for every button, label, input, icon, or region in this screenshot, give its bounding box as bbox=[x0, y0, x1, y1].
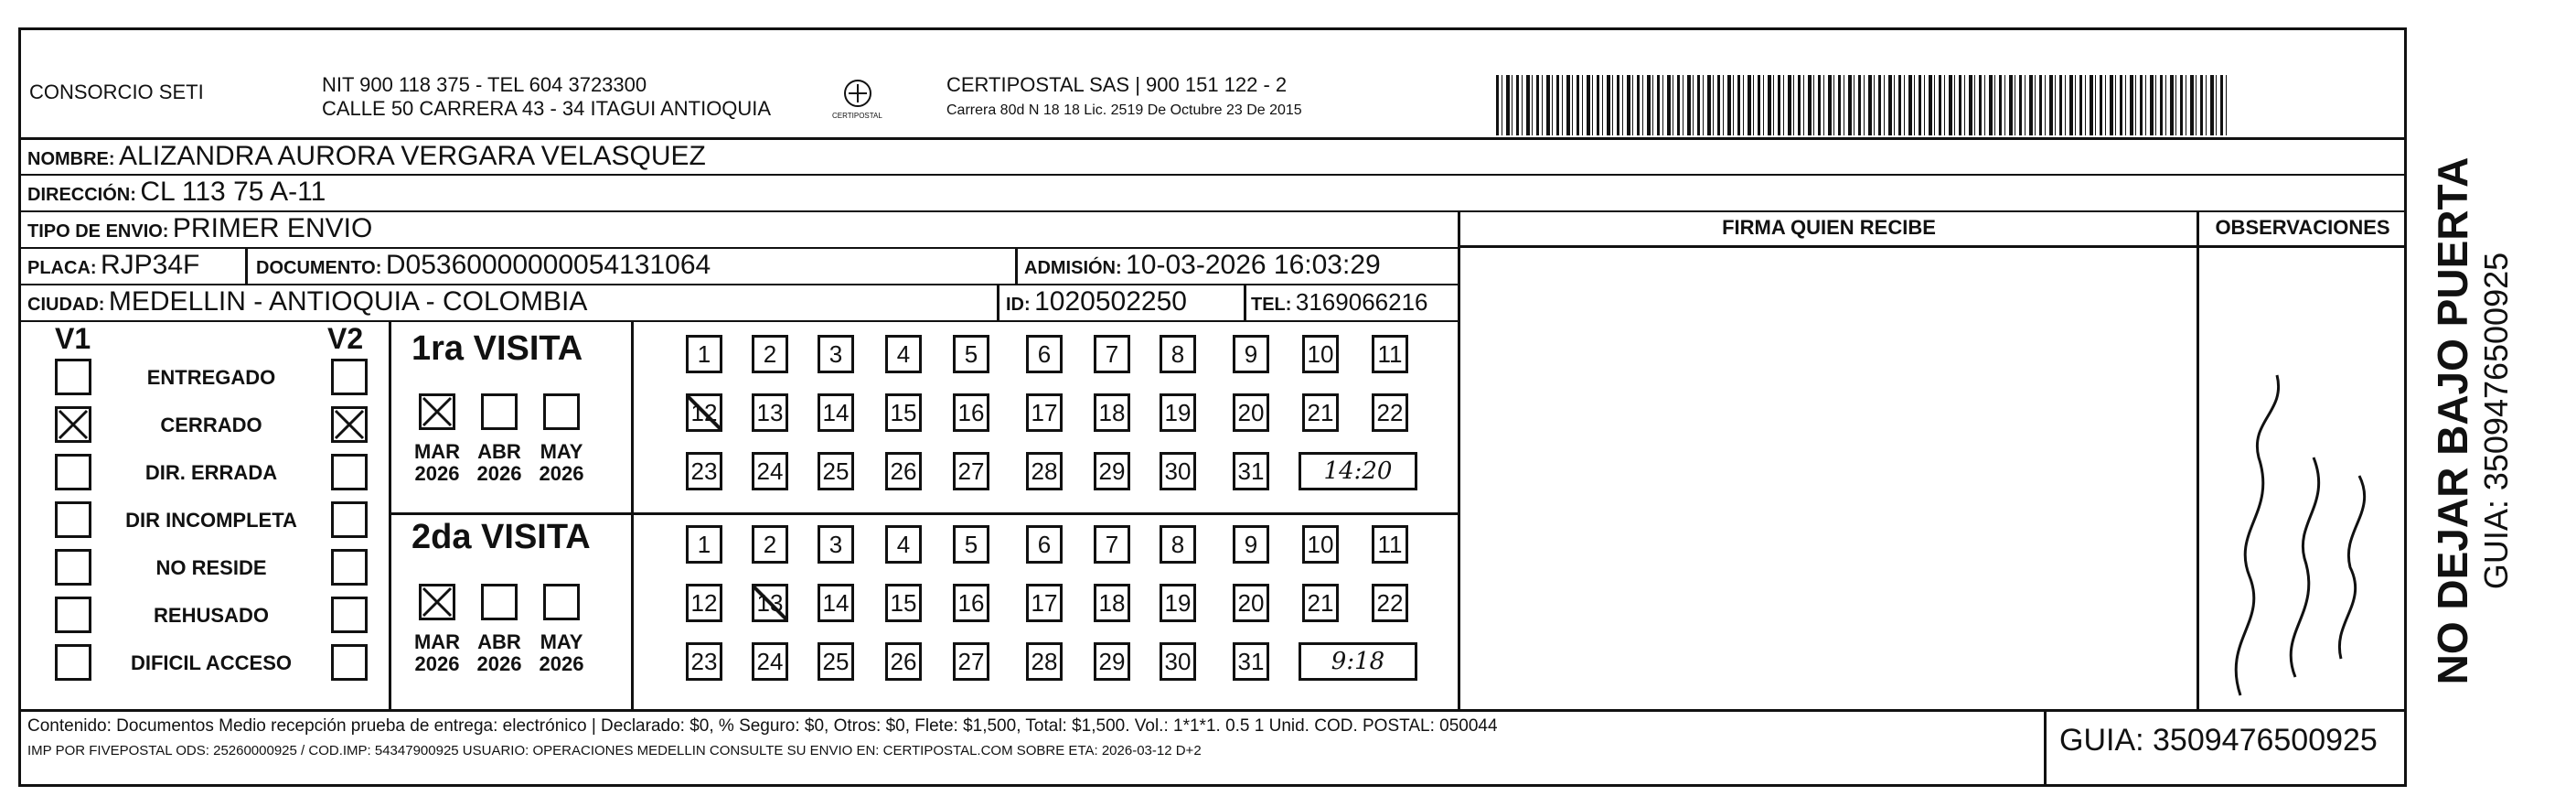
day-box[interactable]: 22 bbox=[1372, 393, 1408, 432]
documento-row bbox=[256, 250, 711, 281]
day-box[interactable]: 2 bbox=[752, 335, 788, 373]
status-option-label: DIFICIL ACCESO bbox=[130, 651, 292, 674]
day-box[interactable]: 27 bbox=[953, 642, 989, 681]
day-box[interactable]: 20 bbox=[1233, 584, 1269, 622]
v2-checkbox[interactable] bbox=[331, 454, 368, 490]
footer-meta: IMP POR FIVEPOSTAL ODS: 25260000925 / COD.IMP: 54347900925 USUARIO: OPERACIONES MEDELLIN CONSULTE SU ENVIO EN: CERTIPOSTAL.COM SOBRE ETA: 2026-03-12 D+2 bbox=[27, 743, 1202, 758]
day-box[interactable]: 19 bbox=[1160, 393, 1196, 432]
v1-label: V1 bbox=[55, 322, 91, 355]
status-option-label: DIR. ERRADA bbox=[144, 461, 278, 484]
admision-label: ADMISIÓN: bbox=[1024, 258, 1122, 278]
day-box[interactable]: 23 bbox=[686, 642, 722, 681]
id-row bbox=[1006, 286, 1187, 317]
day-box[interactable]: 23 bbox=[686, 452, 722, 490]
barcode bbox=[1496, 75, 2228, 135]
day-box[interactable]: 8 bbox=[1160, 335, 1196, 373]
month-label: MAY 2026 bbox=[539, 440, 584, 485]
day-box[interactable]: 16 bbox=[953, 393, 989, 432]
status-option-label: ENTREGADO bbox=[146, 366, 276, 389]
day-box[interactable]: 21 bbox=[1302, 584, 1339, 622]
id-label: ID: bbox=[1006, 295, 1031, 315]
nombre-row bbox=[27, 141, 706, 172]
day-box[interactable]: 9 bbox=[1233, 335, 1269, 373]
company-name: CONSORCIO SETI bbox=[29, 81, 204, 103]
tel-label: TEL: bbox=[1251, 295, 1292, 315]
footer-guia: GUIA: 3509476500925 bbox=[2059, 723, 2378, 758]
day-box[interactable]: 14 bbox=[818, 393, 854, 432]
tel-value: 3169066216 bbox=[1295, 288, 1428, 316]
day-box[interactable]: 31 bbox=[1233, 452, 1269, 490]
month-label: ABR 2026 bbox=[476, 440, 522, 485]
day-box[interactable]: 10 bbox=[1302, 525, 1339, 564]
day-box[interactable]: 17 bbox=[1026, 393, 1063, 432]
side-text bbox=[2428, 137, 2576, 705]
status-option-label: NO RESIDE bbox=[155, 556, 267, 579]
month-label: MAR 2026 bbox=[413, 440, 461, 485]
v2-checkbox[interactable] bbox=[331, 359, 368, 395]
day-box[interactable]: 10 bbox=[1302, 335, 1339, 373]
tipo-row bbox=[27, 213, 372, 244]
visit-time-box[interactable]: 9:18 bbox=[1299, 642, 1417, 681]
documento-label: DOCUMENTO: bbox=[256, 258, 382, 278]
tipo-value: PRIMER ENVIO bbox=[172, 213, 373, 243]
v2-checkbox[interactable] bbox=[331, 406, 368, 443]
v1-checkbox[interactable] bbox=[55, 501, 91, 538]
day-box[interactable]: 17 bbox=[1026, 584, 1063, 622]
address-line: CALLE 50 CARRERA 43 - 34 ITAGUI ANTIOQUIA bbox=[322, 97, 772, 120]
placa-value: RJP34F bbox=[101, 250, 200, 280]
day-box[interactable]: 8 bbox=[1160, 525, 1196, 564]
day-box[interactable]: 29 bbox=[1094, 642, 1130, 681]
firma-header: FIRMA QUIEN RECIBE bbox=[1722, 216, 1936, 239]
v1-checkbox[interactable] bbox=[55, 644, 91, 681]
tel-row bbox=[1251, 288, 1428, 317]
visit-time-box[interactable]: 14:20 bbox=[1299, 452, 1417, 490]
day-box[interactable]: 6 bbox=[1026, 335, 1063, 373]
month-checkbox[interactable] bbox=[419, 584, 455, 620]
v2-checkbox[interactable] bbox=[331, 597, 368, 633]
logo-icon bbox=[839, 77, 876, 113]
month-label: ABR 2026 bbox=[476, 630, 522, 675]
day-box[interactable]: 21 bbox=[1302, 393, 1339, 432]
logo-text: CERTIPOSTAL bbox=[832, 112, 882, 120]
day-box[interactable]: 12 bbox=[686, 584, 722, 622]
nombre-value: ALIZANDRA AURORA VERGARA VELASQUEZ bbox=[119, 141, 706, 171]
day-box[interactable]: 29 bbox=[1094, 452, 1130, 490]
day-box[interactable]: 16 bbox=[953, 584, 989, 622]
certipostal-logo bbox=[839, 77, 876, 113]
day-box[interactable]: 11 bbox=[1372, 335, 1408, 373]
tipo-label: TIPO DE ENVIO: bbox=[27, 221, 169, 242]
placa-label: PLACA: bbox=[27, 258, 97, 278]
day-box[interactable]: 25 bbox=[818, 642, 854, 681]
license-line: Carrera 80d N 18 18 Lic. 2519 De Octubre 23 De 2015 bbox=[946, 102, 1302, 118]
month-checkbox[interactable] bbox=[419, 393, 455, 430]
day-box[interactable]: 11 bbox=[1372, 525, 1408, 564]
day-box[interactable]: 24 bbox=[752, 452, 788, 490]
v2-checkbox[interactable] bbox=[331, 644, 368, 681]
v2-label: V2 bbox=[327, 322, 364, 355]
month-checkbox[interactable] bbox=[481, 393, 518, 430]
day-box[interactable]: 12 bbox=[686, 393, 722, 432]
v1-checkbox[interactable] bbox=[55, 359, 91, 395]
day-box[interactable]: 14 bbox=[818, 584, 854, 622]
handwritten-observations bbox=[2213, 274, 2396, 705]
day-box[interactable]: 24 bbox=[752, 642, 788, 681]
id-value: 1020502250 bbox=[1034, 286, 1187, 317]
v2-checkbox[interactable] bbox=[331, 501, 368, 538]
documento-value: D05360000000054131064 bbox=[385, 250, 711, 280]
v1-checkbox[interactable] bbox=[55, 454, 91, 490]
day-box[interactable]: 5 bbox=[953, 525, 989, 564]
day-box[interactable]: 26 bbox=[885, 642, 922, 681]
day-box[interactable]: 7 bbox=[1094, 335, 1130, 373]
ciudad-row bbox=[27, 286, 587, 317]
day-box[interactable]: 1 bbox=[686, 525, 722, 564]
direccion-label: DIRECCIÓN: bbox=[27, 185, 136, 205]
month-checkbox[interactable] bbox=[543, 393, 580, 430]
status-option-label: REHUSADO bbox=[154, 604, 269, 627]
day-box[interactable]: 20 bbox=[1233, 393, 1269, 432]
day-box[interactable]: 30 bbox=[1160, 452, 1196, 490]
direccion-value: CL 113 75 A-11 bbox=[140, 177, 326, 207]
v1-checkbox[interactable] bbox=[55, 597, 91, 633]
day-box[interactable]: 15 bbox=[885, 393, 922, 432]
month-label: MAY 2026 bbox=[539, 630, 584, 675]
certipostal-line: CERTIPOSTAL SAS | 900 151 122 - 2 bbox=[946, 73, 1288, 96]
first-visit-title: 1ra VISITA bbox=[412, 329, 583, 368]
admision-value: 10-03-2026 16:03:29 bbox=[1126, 250, 1381, 280]
day-box[interactable]: 3 bbox=[818, 525, 854, 564]
day-box[interactable]: 2 bbox=[752, 525, 788, 564]
day-box[interactable]: 18 bbox=[1094, 584, 1130, 622]
day-box[interactable]: 30 bbox=[1160, 642, 1196, 681]
nit-line: NIT 900 118 375 - TEL 604 3723300 bbox=[322, 73, 647, 96]
day-box[interactable]: 28 bbox=[1026, 642, 1063, 681]
day-box[interactable]: 15 bbox=[885, 584, 922, 622]
day-box[interactable]: 27 bbox=[953, 452, 989, 490]
direccion-row bbox=[27, 177, 326, 208]
day-box[interactable]: 5 bbox=[953, 335, 989, 373]
day-box[interactable]: 26 bbox=[885, 452, 922, 490]
ciudad-label: CIUDAD: bbox=[27, 295, 105, 315]
placa-row bbox=[27, 250, 199, 281]
status-option-label: CERRADO bbox=[160, 414, 262, 436]
v1-checkbox[interactable] bbox=[55, 406, 91, 443]
observaciones-header: OBSERVACIONES bbox=[2215, 216, 2390, 239]
admision-row bbox=[1024, 250, 1381, 281]
nombre-label: NOMBRE: bbox=[27, 149, 115, 169]
day-box[interactable]: 7 bbox=[1094, 525, 1130, 564]
day-box[interactable]: 31 bbox=[1233, 642, 1269, 681]
day-box[interactable]: 3 bbox=[818, 335, 854, 373]
v2-checkbox[interactable] bbox=[331, 549, 368, 586]
side-guia: GUIA: 3509476500925 bbox=[2477, 252, 2515, 590]
day-box[interactable]: 4 bbox=[885, 335, 922, 373]
day-box[interactable]: 6 bbox=[1026, 525, 1063, 564]
status-option-label: DIR INCOMPLETA bbox=[125, 509, 297, 532]
day-box[interactable]: 25 bbox=[818, 452, 854, 490]
second-visit-title: 2da VISITA bbox=[412, 518, 591, 556]
day-box[interactable]: 19 bbox=[1160, 584, 1196, 622]
day-box[interactable]: 13 bbox=[752, 584, 788, 622]
footer-content: Contenido: Documentos Medio recepción prueba de entrega: electrónico | Declarado: $0, % Seguro: $0, Otros: $0, Flete: $1,500, Total: $1,500. Vol.: 1*1*1. 0.5 1 Unid. COD. POSTAL: 050044 bbox=[27, 716, 1498, 736]
month-label: MAR 2026 bbox=[413, 630, 461, 675]
day-box[interactable]: 13 bbox=[752, 393, 788, 432]
day-box[interactable]: 4 bbox=[885, 525, 922, 564]
day-box[interactable]: 18 bbox=[1094, 393, 1130, 432]
month-checkbox[interactable] bbox=[543, 584, 580, 620]
ciudad-value: MEDELLIN - ANTIOQUIA - COLOMBIA bbox=[108, 286, 588, 317]
handwriting-icon bbox=[2213, 274, 2396, 705]
day-box[interactable]: 22 bbox=[1372, 584, 1408, 622]
side-warning: NO DEJAR BAJO PUERTA bbox=[2429, 156, 2476, 685]
day-box[interactable]: 1 bbox=[686, 335, 722, 373]
month-checkbox[interactable] bbox=[481, 584, 518, 620]
day-box[interactable]: 9 bbox=[1233, 525, 1269, 564]
v1-checkbox[interactable] bbox=[55, 549, 91, 586]
day-box[interactable]: 28 bbox=[1026, 452, 1063, 490]
